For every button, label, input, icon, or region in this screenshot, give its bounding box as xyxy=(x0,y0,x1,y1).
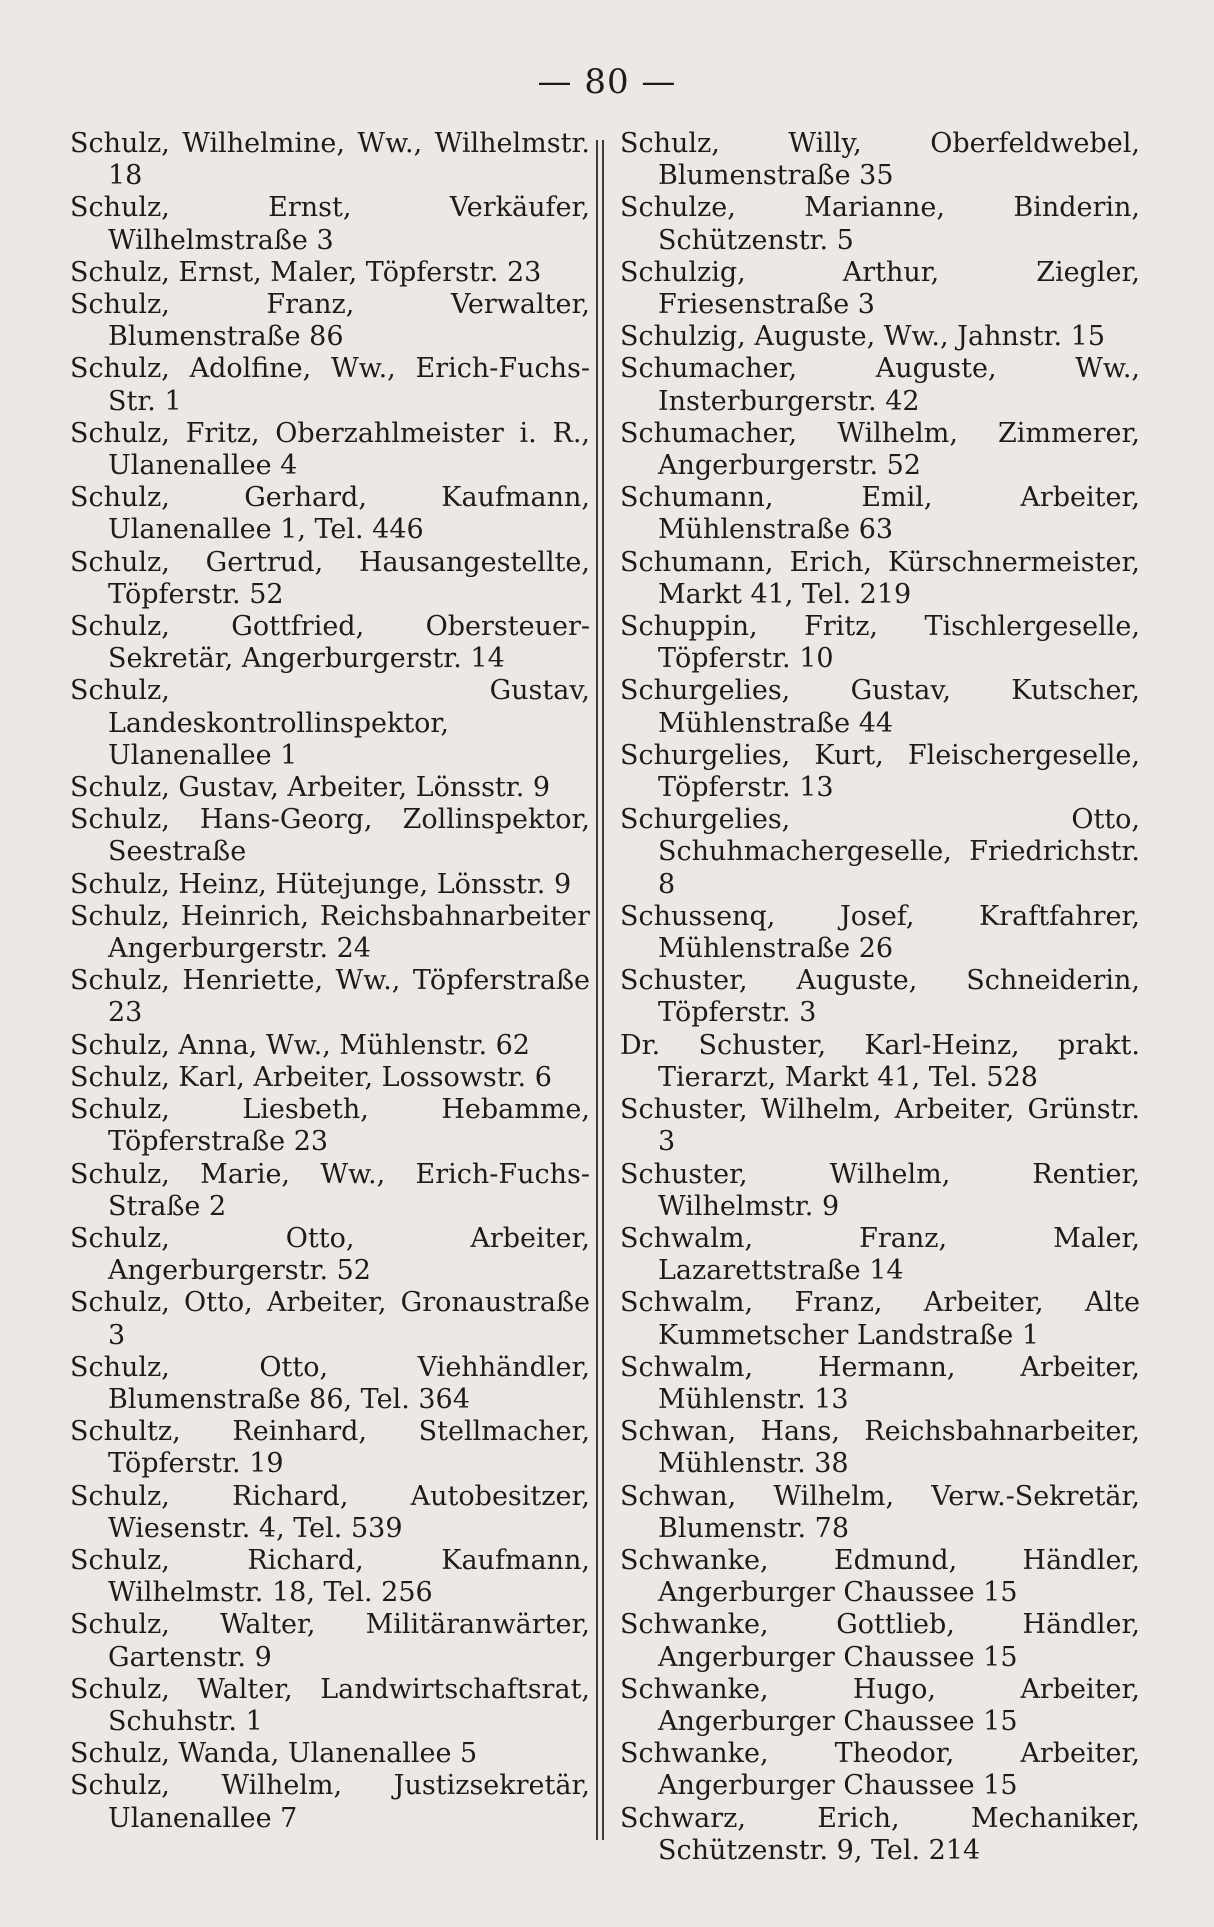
directory-entry: Schwanke, Hugo, Arbeiter, Angerburger Chaussee 15 xyxy=(620,1673,1140,1737)
directory-entry: Schwanke, Theodor, Arbeiter, Angerburger Chaussee 15 xyxy=(620,1738,1140,1802)
directory-entry: Schwanke, Edmund, Händler, Angerburger Chaussee 15 xyxy=(620,1544,1140,1609)
directory-entry: Schulz, Otto, Arbeiter, Gronaustraße 3 xyxy=(70,1287,590,1351)
directory-entry: Schuster, Wilhelm, Arbeiter, Grünstr. 3 xyxy=(620,1094,1140,1158)
directory-entry: Schulzig, Auguste, Ww., Jahnstr. 15 xyxy=(620,321,1106,353)
directory-entry: Schumacher, Wilhelm, Zimmerer, Angerburgerstr. 52 xyxy=(620,417,1140,482)
directory-entry: Schulz, Anna, Ww., Mühlenstr. 62 xyxy=(70,1029,530,1061)
left-column xyxy=(70,128,590,1835)
directory-entry: Schulz, Richard, Kaufmann, Wilhelmstr. 18, Tel. 256 xyxy=(70,1544,590,1609)
directory-entry: Schussenq, Josef, Kraftfahrer, Mühlenstraße 26 xyxy=(620,900,1140,965)
directory-entry: Schulz, Gerhard, Kaufmann, Ulanenallee 1, Tel. 446 xyxy=(70,482,590,546)
page-number: — 80 — xyxy=(537,62,677,102)
directory-entry: Schuster, Wilhelm, Rentier, Wilhelmstr. 9 xyxy=(620,1158,1140,1222)
directory-entry: Schumacher, Auguste, Ww., Insterburgerstr. 42 xyxy=(620,353,1140,417)
directory-entry: Schulz, Hans-Georg, Zollinspektor, Seestraße xyxy=(70,804,590,868)
directory-entry: Schulz, Fritz, Oberzahlmeister i. R., Ulanenallee 4 xyxy=(70,417,590,482)
directory-entry: Schulz, Gertrud, Hausangestellte, Töpferstr. 52 xyxy=(70,546,590,610)
directory-entry: Schwalm, Hermann, Arbeiter, Mühlenstr. 13 xyxy=(620,1351,1140,1415)
directory-entry: Schulz, Otto, Arbeiter, Angerburgerstr. 52 xyxy=(70,1222,590,1287)
directory-entry: Schurgelies, Otto, Schuhmachergeselle, Friedrichstr. 8 xyxy=(620,804,1140,900)
directory-entry: Schwarz, Erich, Mechaniker, Schützenstr. 9, Tel. 214 xyxy=(620,1802,1140,1866)
right-column xyxy=(620,128,1140,1867)
directory-entry: Schwalm, Franz, Maler, Lazarettstraße 14 xyxy=(620,1222,1140,1287)
directory-entry: Schurgelies, Kurt, Fleischergeselle, Töpferstr. 13 xyxy=(620,739,1140,804)
directory-entry: Schulz, Henriette, Ww., Töpferstraße 23 xyxy=(70,965,590,1029)
directory-entry: Schulz, Ernst, Verkäufer, Wilhelmstraße 3 xyxy=(70,192,590,256)
directory-entry: Schulz, Walter, Landwirtschaftsrat, Schuhstr. 1 xyxy=(70,1673,590,1737)
directory-entry: Schwanke, Gottlieb, Händler, Angerburger Chaussee 15 xyxy=(620,1609,1140,1673)
directory-entry: Schwan, Hans, Reichsbahnarbeiter, Mühlenstr. 38 xyxy=(620,1416,1140,1480)
directory-entry: Schulz, Gustav, Landeskontrollinspektor, Ulanenallee 1 xyxy=(70,675,590,771)
directory-entry: Schulz, Wilhelm, Justizsekretär, Ulanenallee 7 xyxy=(70,1770,590,1834)
directory-entry: Schulz, Ernst, Maler, Töpferstr. 23 xyxy=(70,256,542,288)
directory-entry: Schulz, Gustav, Arbeiter, Lönsstr. 9 xyxy=(70,772,551,804)
directory-entry: Schultz, Reinhard, Stellmacher, Töpferstr. 19 xyxy=(70,1416,590,1480)
directory-entry: Schulzig, Arthur, Ziegler, Friesenstraße 3 xyxy=(620,256,1140,321)
column-divider xyxy=(596,140,598,1840)
directory-entry: Schulz, Marie, Ww., Erich-Fuchs-Straße 2 xyxy=(70,1158,590,1222)
directory-entry: Schulze, Marianne, Binderin, Schützenstr. 5 xyxy=(620,192,1140,256)
directory-entry: Dr. Schuster, Karl-Heinz, prakt. Tierarzt, Markt 41, Tel. 528 xyxy=(620,1029,1140,1093)
directory-entry: Schulz, Karl, Arbeiter, Lossowstr. 6 xyxy=(70,1061,552,1093)
directory-entry: Schulz, Richard, Autobesitzer, Wiesenstr. 4, Tel. 539 xyxy=(70,1480,590,1544)
directory-entry: Schulz, Wilhelmine, Ww., Wilhelmstr. 18 xyxy=(70,128,590,192)
directory-entry: Schwalm, Franz, Arbeiter, Alte Kummetscher Landstraße 1 xyxy=(620,1287,1140,1351)
directory-entry: Schulz, Willy, Oberfeldwebel, Blumenstraße 35 xyxy=(620,128,1140,192)
directory-entry: Schuppin, Fritz, Tischlergeselle, Töpferstr. 10 xyxy=(620,611,1140,675)
column-divider xyxy=(602,140,604,1840)
directory-entry: Schwan, Wilhelm, Verw.-Sekretär, Blumenstr. 78 xyxy=(620,1480,1140,1544)
directory-entry: Schulz, Franz, Verwalter, Blumenstraße 86 xyxy=(70,289,590,353)
directory-entry: Schulz, Gottfried, Obersteuer-Sekretär, Angerburgerstr. 14 xyxy=(70,611,590,675)
directory-entry: Schulz, Otto, Viehhändler, Blumenstraße 86, Tel. 364 xyxy=(70,1351,590,1415)
directory-entry: Schulz, Liesbeth, Hebamme, Töpferstraße 23 xyxy=(70,1094,590,1158)
directory-entry: Schulz, Heinrich, Reichsbahnarbeiter Angerburgerstr. 24 xyxy=(70,900,590,965)
directory-entry: Schulz, Walter, Militäranwärter, Gartenstr. 9 xyxy=(70,1609,590,1673)
directory-entry: Schumann, Erich, Kürschnermeister, Markt 41, Tel. 219 xyxy=(620,546,1140,610)
directory-entry: Schulz, Heinz, Hütejunge, Lönsstr. 9 xyxy=(70,868,572,900)
directory-entry: Schumann, Emil, Arbeiter, Mühlenstraße 63 xyxy=(620,482,1140,546)
directory-entry: Schulz, Adolfine, Ww., Erich-Fuchs-Str. 1 xyxy=(70,353,590,417)
directory-entry: Schuster, Auguste, Schneiderin, Töpferstr. 3 xyxy=(620,965,1140,1029)
directory-entry: Schulz, Wanda, Ulanenallee 5 xyxy=(70,1738,478,1770)
directory-entry: Schurgelies, Gustav, Kutscher, Mühlenstraße 44 xyxy=(620,675,1140,739)
